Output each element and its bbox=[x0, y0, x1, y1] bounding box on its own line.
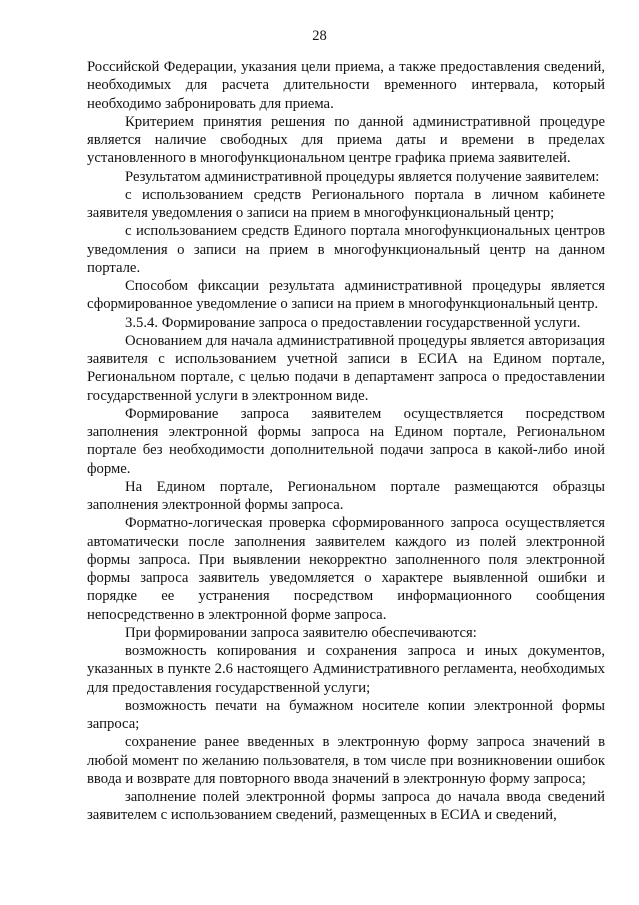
list-item-prefill: заполнение полей электронной формы запроса до начала ввода сведений заявителем с использованием сведений, размещенных в ЕСИА и сведений, bbox=[87, 789, 605, 824]
paragraph-fixation-method: Способом фиксации результата административной процедуры является сформированное уведомление о записи на прием в многофункциональный центр. bbox=[87, 278, 605, 313]
paragraph-continuation: Российской Федерации, указания цели приема, а также предоставления сведений, необходимых для расчета длительности временного интервала, который необходимо забронировать для приема. bbox=[87, 59, 605, 112]
list-item-copy-save: возможность копирования и сохранения запроса и иных документов, указанных в пункте 2.6 настоящего Административного регламента, необходимых для предоставления государственной услуги; bbox=[87, 643, 605, 696]
paragraph-result-regional-portal: с использованием средств Регионального портала в личном кабинете заявителя уведомления о записи на прием в многофункциональный центр; bbox=[87, 186, 605, 221]
paragraph-result: Результатом административной процедуры является получение заявителем: bbox=[125, 168, 600, 185]
page-number: 28 bbox=[312, 28, 327, 44]
list-item-print: возможность печати на бумажном носителе копии электронной формы запроса; bbox=[87, 697, 605, 732]
paragraph-samples: На Едином портале, Региональном портале размещаются образцы заполнения электронной формы запроса. bbox=[87, 478, 605, 513]
paragraph-decision-criterion: Критерием принятия решения по данной административной процедуре является наличие свободных для приема даты и времени в пределах установленного в многофункциональном центре графика приема заявителей. bbox=[87, 113, 605, 167]
paragraph-grounds: Основанием для начала административной процедуры является авторизация заявителя с использованием учетной записи в ЕСИА на Едином портале, Региональном портале, с целью подачи в департамент запроса о предоставлении государственной услуги в электронном виде. bbox=[87, 332, 605, 404]
document-body bbox=[87, 58, 605, 825]
paragraph-format-check: Форматно-логическая проверка сформированного запроса осуществляется автоматически после заполнения заявителем каждого из полей электронной формы запроса. При выявлении некорректно заполненного поля электронной формы запроса заявитель уведомляется о характере выявленной ошибки и порядке ее устранения посредством информационного сообщения непосредственно в электронной форме запроса. bbox=[87, 515, 605, 623]
paragraph-request-formation: Формирование запроса заявителем осуществляется посредством заполнения электронной формы запроса на Едином портале, Региональном портале без необходимости дополнительной подачи запроса в какой-либо иной форме. bbox=[87, 405, 605, 477]
list-item-save-values: сохранение ранее введенных в электронную форму запроса значений в любой момент по желанию пользователя, в том числе при возникновении ошибок ввода и возврате для повторного ввода значений в электронную форму запроса; bbox=[87, 734, 605, 787]
paragraph-provided-list-intro: При формировании запроса заявителю обеспечиваются: bbox=[125, 624, 477, 641]
section-heading-3-5-4: 3.5.4. Формирование запроса о предоставлении государственной услуги. bbox=[125, 314, 581, 331]
paragraph-result-unified-portal: с использованием средств Единого портала многофункциональных центров уведомления о записи на прием в многофункциональный центр на данном портале. bbox=[87, 223, 605, 276]
